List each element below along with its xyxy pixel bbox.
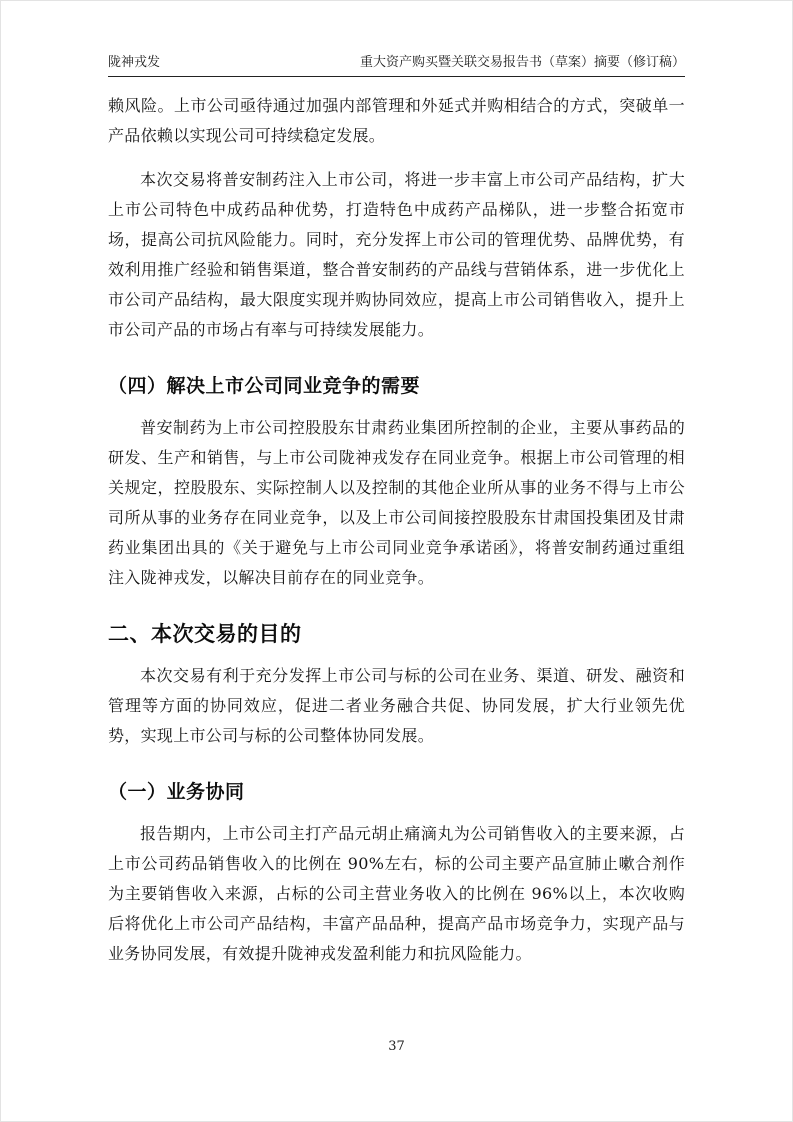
body-paragraph: 普安制药为上市公司控股股东甘肃药业集团所控制的企业，主要从事药品的研发、生产和销售，与上市公司陇神戎发存在同业竞争。根据上市公司管理的相关规定，控股股东、实际控制人以及控制的其他企业所从事的业务不得与上市公司所从事的业务存在同业竞争，以及上市公司间接控股股东甘肃国投集团及甘肃药业集团出具的《关于避免与上市公司同业竞争承诺函》，将普安制药通过重组注入陇神戎发，以解决目前存在的同业竞争。 <box>108 418 685 587</box>
body-paragraph: 本次交易将普安制药注入上市公司，将进一步丰富上市公司产品结构，扩大上市公司特色中成药品种优势，打造特色中成药产品梯队，进一步整合拓宽市场，提高公司抗风险能力。同时，充分发挥上市公司的管理优势、品牌优势，有效利用推广经验和销售渠道，整合普安制药的产品线与营销体系，进一步优化上市公司产品结构，最大限度实现并购协同效应，提高上市公司销售收入，提升上市公司产品的市场占有率与可持续发展能力。 <box>108 170 685 339</box>
header-document-title: 重大资产购买暨关联交易报告书（草案）摘要（修订稿） <box>359 55 685 70</box>
body-paragraph: 报告期内，上市公司主打产品元胡止痛滴丸为公司销售收入的主要来源，占上市公司药品销售收入的比例在 90%左右，标的公司主要产品宣肺止嗽合剂作为主要销售收入来源，占标的公司主营业务收入的比例在 96%以上，本次收购后将优化上市公司产品结构，丰富产品品种，提高产品市场竞争力，实现产品与业务协同发展，有效提升陇神戎发盈利能力和抗风险能力。 <box>108 824 685 963</box>
page-header <box>108 1 685 77</box>
document-body <box>108 77 685 969</box>
header-company-name: 陇神戎发 <box>108 55 161 70</box>
section-heading-level-1: 二、本次交易的目的 <box>108 622 302 646</box>
section-heading-level-2: （四）解决上市公司同业竞争的需要 <box>108 375 421 397</box>
section-heading-level-2: （一）业务协同 <box>108 781 245 803</box>
page-number: 37 <box>388 1039 405 1054</box>
body-paragraph: 本次交易有利于充分发挥上市公司与标的公司在业务、渠道、研发、融资和管理等方面的协同效应，促进二者业务融合共促、协同发展，扩大行业领先优势，实现上市公司与标的公司整体协同发展。 <box>108 666 685 745</box>
body-paragraph: 赖风险。上市公司亟待通过加强内部管理和外延式并购相结合的方式，突破单一产品依赖以实现公司可持续稳定发展。 <box>108 96 685 145</box>
